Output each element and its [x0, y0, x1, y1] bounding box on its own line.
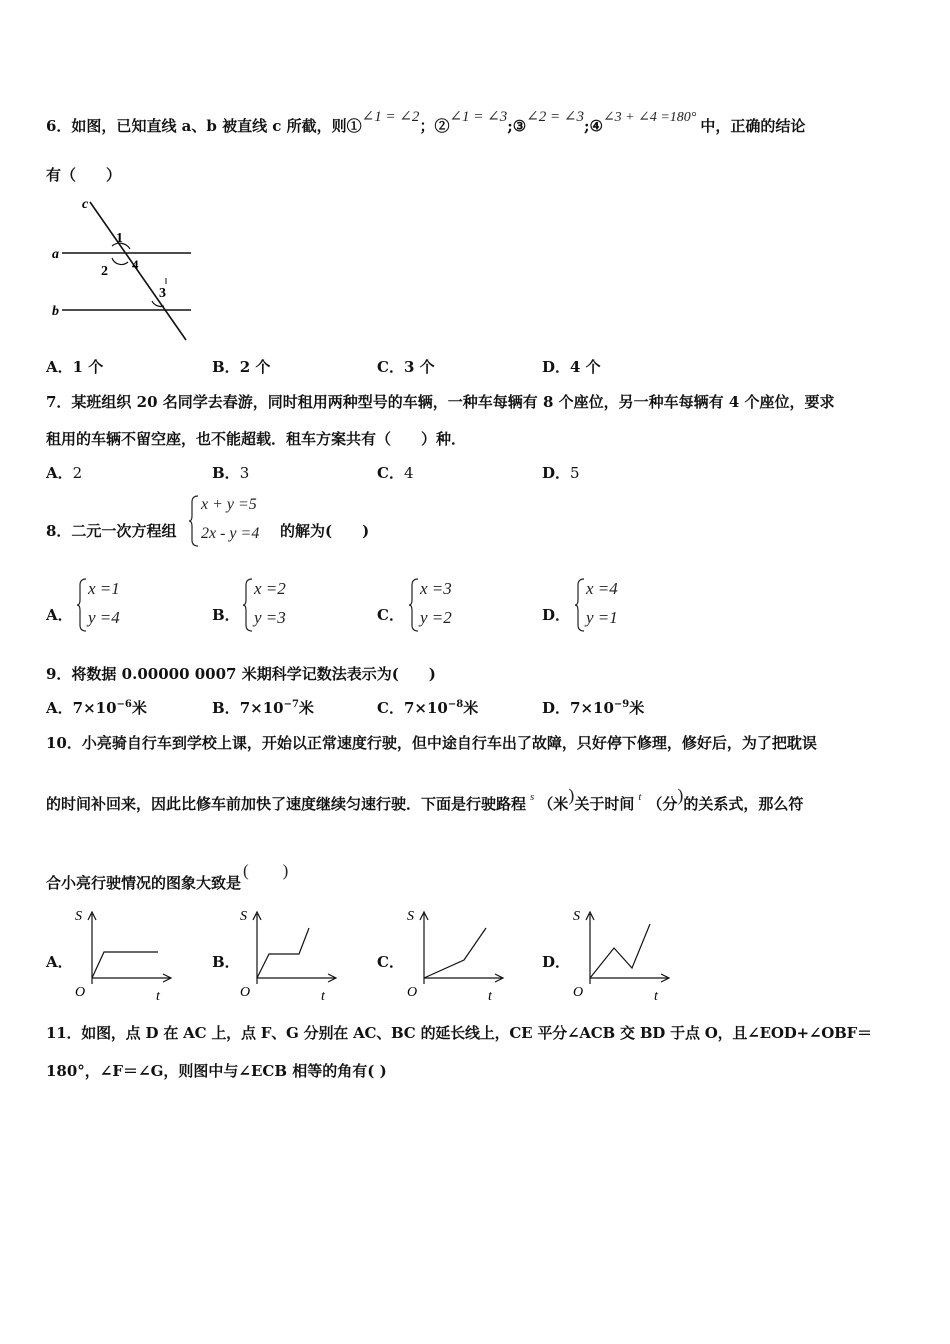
q10-graph-c: [404, 906, 508, 1002]
q6-option-a[interactable]: [46, 356, 103, 377]
option-text: 1 个: [72, 358, 104, 376]
origin-label: O: [407, 985, 418, 1000]
q9-option-a[interactable]: [46, 697, 147, 718]
q6-sep1: ；②: [419, 117, 450, 135]
q7-line2: 租用的车辆不留空座，也不能超载．租车方案共有（ ）种．: [46, 430, 467, 448]
option-unit: 米: [629, 699, 645, 717]
q10-var-s: s: [530, 791, 535, 803]
y-label: S: [75, 909, 82, 924]
option-letter: D．: [542, 699, 571, 717]
q6-option-d[interactable]: [542, 356, 601, 377]
label-angle3: 3: [159, 286, 166, 301]
q8-option-d[interactable]: [542, 604, 570, 625]
q6-cond2: ∠1 = ∠3: [449, 109, 508, 125]
option-unit: 米: [463, 699, 479, 717]
q10-line2: [46, 785, 804, 814]
option-base: 7×10: [403, 699, 448, 717]
option-base: 7×10: [72, 699, 117, 717]
origin-label: O: [240, 985, 251, 1000]
label-angle4: 4: [132, 257, 139, 272]
q6-option-c[interactable]: [377, 356, 435, 377]
q8-option-b[interactable]: [212, 604, 240, 625]
q8-option-b-eq1: x =2: [254, 579, 286, 598]
option-letter: C．: [377, 953, 404, 971]
q8-suffix: 的解为( ): [280, 522, 370, 540]
option-text: 2: [72, 464, 83, 482]
q10-line3: [46, 861, 289, 893]
option-exp: −6: [116, 699, 132, 710]
q10-close-paren-1: ): [568, 785, 575, 805]
option-letter: D．: [542, 953, 571, 971]
option-letter: A．: [46, 953, 73, 971]
q8-option-b-brace: [242, 577, 254, 633]
q6-line2: 有（ ）: [46, 166, 122, 184]
q7-option-c[interactable]: [377, 462, 414, 483]
x-label: t: [321, 989, 325, 1002]
q10-line2-e: 的关系式，那么符: [683, 795, 804, 813]
option-text: 3: [239, 464, 250, 482]
label-angle2: 2: [101, 264, 108, 279]
q10-line1: 10．小亮骑自行车到学校上课，开始以正常速度行驶，但中途自行车出了故障，只好停下修理，修好后，为了把耽误: [46, 734, 817, 752]
label-b: b: [52, 304, 59, 319]
q8-option-a-brace: [76, 577, 88, 633]
option-exp: −8: [447, 699, 464, 710]
option-text: 4: [403, 464, 414, 482]
option-letter: D．: [542, 464, 571, 482]
q7-line1: 7．某班组织 20 名同学去春游，同时租用两种型号的车辆，一种车每辆有 8 个座位，另一种车每辆有 4 个座位，要求: [46, 393, 835, 411]
q10-graph-a: [72, 906, 176, 1002]
q11-line1: 11．如图，点 D 在 AC 上，点 F、G 分别在 AC、BC 的延长线上，CE 平分∠ACB 交 BD 于点 O，且∠EOD+∠OBF＝: [46, 1024, 872, 1042]
option-letter: D．: [542, 358, 571, 376]
option-letter: A．: [46, 464, 73, 482]
option-letter: C．: [377, 699, 404, 717]
q9-option-b[interactable]: [212, 697, 314, 718]
option-letter: B．: [212, 953, 240, 971]
q8-option-c-brace: [408, 577, 420, 633]
q9-option-c[interactable]: [377, 697, 478, 718]
q10-option-c[interactable]: [377, 951, 404, 972]
x-label: t: [654, 989, 658, 1002]
q9-line1: 9．将数据 0.00000 0007 米期科学记数法表示为( ): [46, 665, 436, 683]
y-label: S: [573, 909, 580, 924]
option-letter: C．: [377, 358, 404, 376]
q6-line1: [46, 109, 806, 136]
q10-line2-c: 关于时间: [574, 795, 635, 813]
q10-line2-b: （米: [538, 795, 569, 813]
graph-line: [92, 952, 158, 978]
q8-option-d-eq2: y =1: [586, 608, 618, 627]
q8-prefix: 8．二元一次方程组: [46, 522, 177, 540]
option-exp: −9: [613, 699, 630, 710]
option-text: 3 个: [403, 358, 435, 376]
option-letter: D．: [542, 606, 571, 624]
graph-line: [424, 928, 486, 978]
q8-option-a-eq1: x =1: [88, 579, 120, 598]
option-letter: B．: [212, 358, 240, 376]
q10-line2-d: （分: [647, 795, 678, 813]
q8-option-a[interactable]: [46, 604, 73, 625]
option-unit: 米: [298, 699, 314, 717]
option-letter: C．: [377, 464, 404, 482]
q8-option-a-eq2: y =4: [88, 608, 120, 627]
option-letter: A．: [46, 606, 73, 624]
origin-label: O: [75, 985, 86, 1000]
q10-option-b[interactable]: [212, 951, 240, 972]
q6-sep2: ;③: [507, 117, 527, 135]
q8-eq1: x + y =5: [201, 496, 257, 513]
q6-cond1: ∠1 = ∠2: [361, 109, 420, 125]
q6-cond3: ∠2 = ∠3: [526, 109, 584, 125]
option-exp: −7: [283, 699, 299, 710]
q7-option-b[interactable]: [212, 462, 249, 483]
q10-line2-a: 的时间补回来，因此比修车前加快了速度继续匀速行驶．下面是行驶路程: [46, 795, 527, 813]
q8-option-c-eq2: y =2: [420, 608, 452, 627]
q8-option-d-brace: [574, 577, 586, 633]
option-unit: 米: [131, 699, 147, 717]
x-label: t: [488, 989, 492, 1002]
option-letter: A．: [46, 358, 73, 376]
option-text: 5: [570, 464, 580, 482]
option-base: 7×10: [570, 699, 614, 717]
graph-line: [257, 928, 309, 978]
graph-line: [590, 924, 650, 978]
q8-system-brace: [188, 494, 200, 548]
q8-eq2: 2x - y =4: [201, 525, 260, 542]
q6-sep3: ;④: [583, 117, 603, 135]
angle-arc-bottom: [112, 258, 128, 265]
q6-prefix: 6．如图，已知直线 a、b 被直线 c 所截，则①: [46, 117, 362, 135]
q6-figure: [48, 196, 198, 346]
q7-option-a[interactable]: [46, 462, 82, 483]
option-text: 4 个: [570, 358, 601, 376]
q11-line2: 180°，∠F＝∠G，则图中与∠ECB 相等的角有( ): [46, 1062, 387, 1080]
q10-close-paren-2: ): [677, 785, 684, 805]
option-base: 7×10: [239, 699, 284, 717]
q8-option-c[interactable]: [377, 604, 404, 625]
option-letter: B．: [212, 699, 240, 717]
q10-option-d[interactable]: [542, 951, 570, 972]
q8-option-d-eq1: x =4: [586, 579, 618, 598]
q6-suffix: 中，正确的结论: [700, 117, 806, 135]
x-label: t: [156, 989, 160, 1002]
y-label: S: [240, 909, 247, 924]
q10-graph-b: [237, 906, 341, 1002]
q10-answer-paren: ( ): [243, 861, 289, 880]
label-a: a: [52, 247, 59, 262]
origin-label: O: [573, 985, 584, 1000]
q10-var-t: t: [638, 791, 642, 803]
q10-graph-d: [570, 906, 674, 1002]
q8-option-b-eq2: y =3: [254, 608, 286, 627]
option-text: 2 个: [239, 358, 271, 376]
q9-option-d[interactable]: [542, 697, 644, 718]
q10-option-a[interactable]: [46, 951, 73, 972]
q8-option-c-eq1: x =3: [420, 579, 452, 598]
label-c: c: [82, 197, 89, 212]
option-letter: A．: [46, 699, 73, 717]
label-angle1: 1: [116, 231, 123, 246]
y-label: S: [407, 909, 414, 924]
q10-line3-text: 合小亮行驶情况的图象大致是: [46, 874, 242, 892]
option-letter: C．: [377, 606, 404, 624]
q6-option-b[interactable]: [212, 356, 270, 377]
option-letter: B．: [212, 464, 240, 482]
option-letter: B．: [212, 606, 240, 624]
q7-option-d[interactable]: [542, 462, 580, 483]
q6-cond4: ∠3 + ∠4 =180°: [602, 110, 697, 125]
